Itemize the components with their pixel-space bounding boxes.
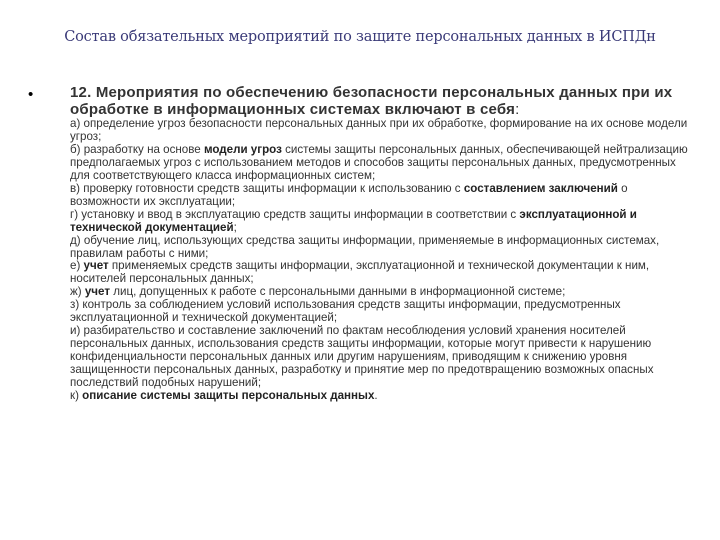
list-item [70,118,695,144]
item-text: ж) [70,285,85,299]
item-text-end: применяемых средств защиты информации, эксплуатационной и технической документации к ним, носителей персональных данных; [70,259,650,286]
slide-title: Состав обязательных мероприятий по защите персональных данных в ИСПДн [64,29,656,45]
item-text-end: ; [233,220,237,234]
item-text: а) определение угроз безопасности персональных данных при их обработке, формирование на их основе модели угроз; [70,117,688,143]
bullet-heading [70,84,690,118]
list-item [70,299,695,325]
item-text-end: системы защиты персональных данных, обеспечивающей нейтрализацию предполагаемых угроз с использованием методов и способов защиты персональных данных, предусмотренных для соответствующего класса информационных систем; [70,142,688,182]
measures-list [70,118,695,403]
item-text-end: . [374,389,378,403]
item-text-end: о возможности их эксплуатации; [70,181,628,208]
item-text: к) [70,389,83,403]
item-emphasis: модели угроз [203,142,282,156]
bullet-heading-colon: : [515,101,520,118]
list-item [70,144,695,183]
list-item [70,183,695,209]
item-text: в) проверку готовности средств защиты информации к использованию с [70,181,464,195]
bullet-heading-text: 12. Мероприятия по обеспечению безопасности персональных данных при их обработке в информационных системах включают в себя [70,84,673,118]
list-item [70,209,695,235]
item-emphasis: описание системы защиты персональных данных [82,389,375,403]
item-emphasis: учет [83,259,109,273]
item-text-end: лиц, допущенных к работе с персональными данными в информационной системе; [110,285,566,299]
item-text: д) обучение лиц, использующих средства защиты информации, применяемые в информационных системах, правилам работы с ними; [70,233,660,260]
list-item [70,235,695,261]
item-text: з) контроль за соблюдением условий использования средств защиты информации, предусмотренных эксплуатационной и технической документацией; [70,298,621,325]
item-text: б) разработку на основе [70,142,204,156]
bullet-marker: • [28,86,34,103]
item-text: е) [70,259,84,273]
list-item [70,390,695,403]
item-emphasis: эксплуатационной и технической документацией [70,207,637,234]
item-text: г) установку и ввод в эксплуатацию средств защиты информации в соответствии с [70,207,520,221]
item-emphasis: учет [84,285,110,299]
item-emphasis: составлением заключений [463,181,618,195]
item-text: и) разбирательство и составление заключений по фактам несоблюдения условий хранения носителей персональных данных, использования средств защиты информации, которые могут привести к нарушению конфиденциальности персональных данных или другим нарушениям, приводящим к снижению уровня защищенности персональных данных, разработку и принятие мер по предотвращению возможных опасных последствий подобных нарушений; [70,324,654,390]
list-item [70,325,695,390]
list-item [70,260,695,286]
